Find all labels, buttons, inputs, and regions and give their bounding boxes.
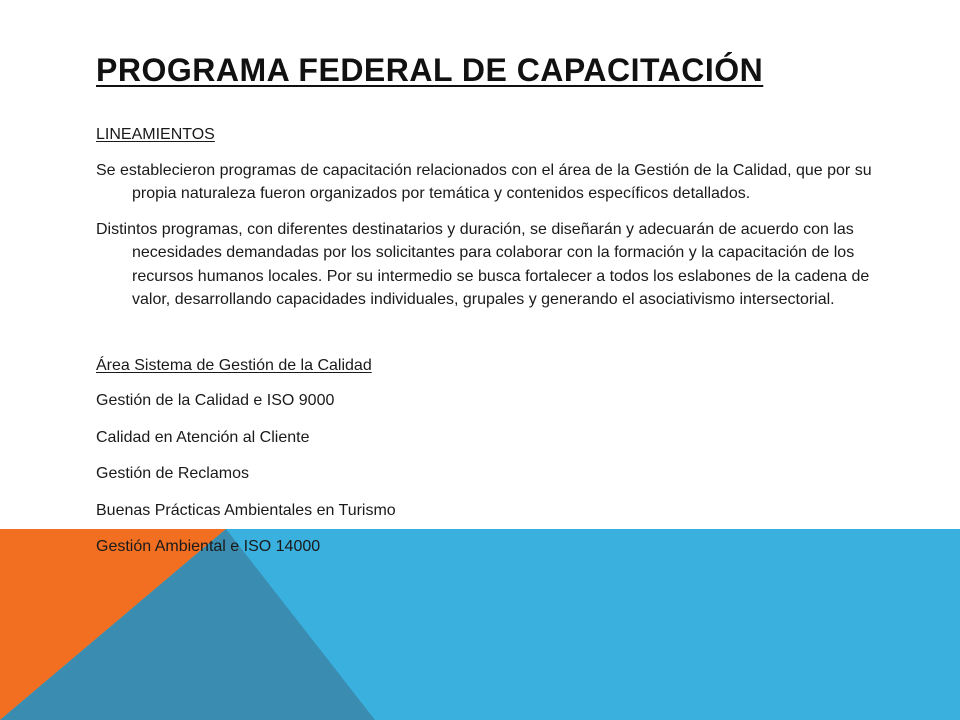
course-item: Gestión Ambiental e ISO 14000	[96, 538, 321, 555]
slide-title: PROGRAMA FEDERAL DE CAPACITACIÓN	[96, 52, 764, 88]
slide-body	[96, 123, 876, 572]
course-item: Calidad en Atención al Cliente	[96, 428, 310, 446]
area-heading: Área Sistema de Gestión de la Calidad	[96, 356, 372, 374]
paragraph-1: Se establecieron programas de capacitación relacionados con el área de la Gestión de la Calidad, que por su propia naturaleza fueron organizados por temática y contenidos específicos detallados.	[96, 161, 872, 202]
course-item: Gestión de la Calidad e ISO 9000	[96, 392, 335, 409]
course-list	[96, 389, 876, 572]
course-item: Gestión de Reclamos	[96, 465, 249, 482]
section-heading-lineamientos: LINEAMIENTOS	[96, 126, 215, 143]
paragraph-2: Distintos programas, con diferentes destinatarios y duración, se diseñarán y adecuarán de acuerdo con las necesidades demandadas por los solicitantes para colaborar con la formación y la capacitación de los recursos humanos locales. Por su intermedio se busca fortalecer a todos los eslabones de la cadena de valor, desarrollando capacidades individuales, grupales y generando el asociativismo intersectorial.	[96, 220, 870, 308]
spacer	[96, 324, 876, 354]
course-item: Buenas Prácticas Ambientales en Turismo	[96, 501, 396, 519]
